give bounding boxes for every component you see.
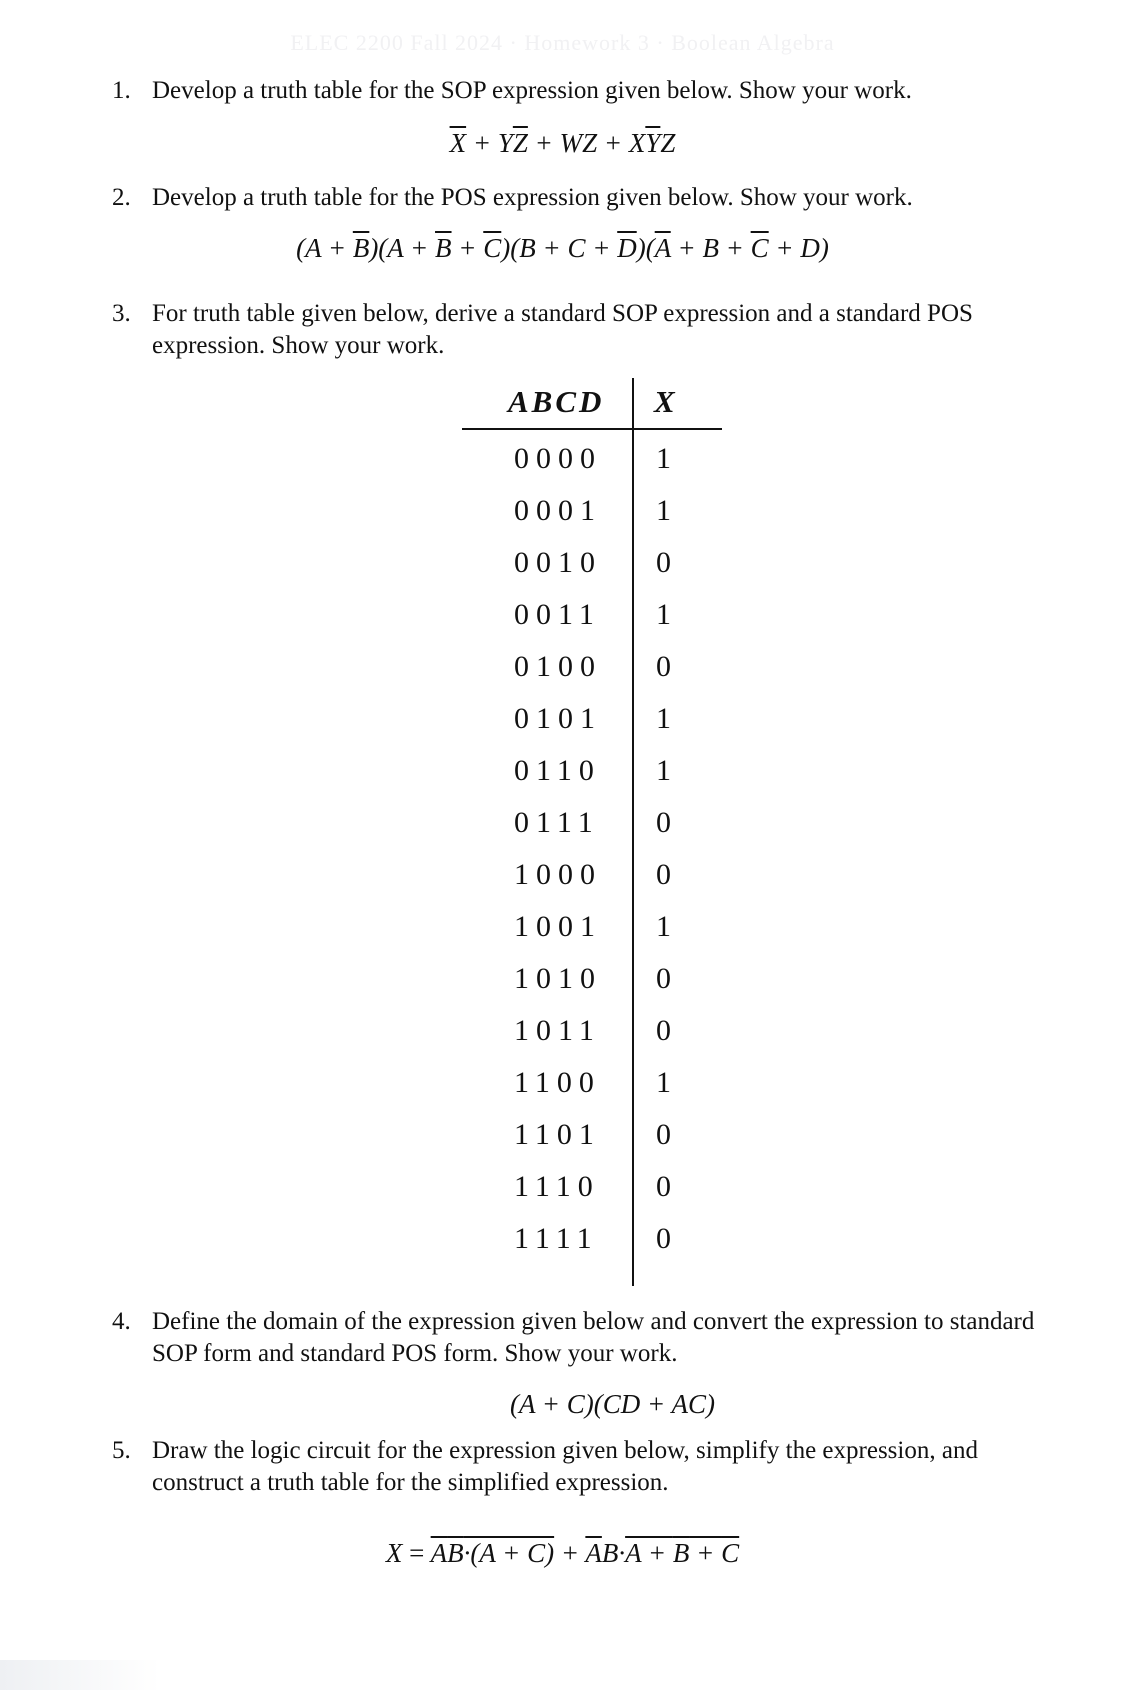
question-text: For truth table given below, derive a standard SOP expression and a standard POS expression. Show your work. xyxy=(152,300,973,359)
table-row xyxy=(462,858,722,910)
truth-table xyxy=(462,378,722,1286)
table-row xyxy=(462,910,722,962)
table-row xyxy=(462,494,722,546)
row-inputs: 0100 xyxy=(514,650,602,683)
row-output: 1 xyxy=(656,910,671,943)
question-5 xyxy=(112,1435,1062,1499)
table-row xyxy=(462,546,722,598)
row-output: 1 xyxy=(656,598,671,631)
table-row xyxy=(462,1170,722,1222)
row-inputs: 0110 xyxy=(514,754,601,787)
truth-table-header-inputs: ABCD xyxy=(508,384,605,419)
truth-table-header-output: X xyxy=(654,384,675,419)
equation-q5: $X = AB\cdot(A + C) + \overline{A}B\cdot A + B + C$ xyxy=(385,1538,740,1568)
question-number: 1. xyxy=(112,77,131,104)
equation-q4: (A + C)(CD + AC) xyxy=(510,1389,715,1419)
row-output: 0 xyxy=(656,1118,671,1151)
row-output: 0 xyxy=(656,1170,671,1203)
row-inputs: 1100 xyxy=(514,1066,601,1099)
equation-q2: $(A + \overline{B})(A + \overline{B} + \overline{C})(B + C + \overline{D})(\overline{A} + B + \overline{C} + D)$ xyxy=(296,233,829,263)
question-4 xyxy=(112,1306,1062,1370)
table-row xyxy=(462,1118,722,1170)
faded-header: ELEC 2200 Fall 2024 · Homework 3 · Boolean Algebra xyxy=(290,30,835,55)
row-inputs: 0111 xyxy=(514,806,600,839)
row-inputs: 1111 xyxy=(514,1222,599,1255)
row-inputs: 0001 xyxy=(514,494,602,527)
table-row xyxy=(462,962,722,1014)
row-inputs: 0010 xyxy=(514,546,602,579)
row-output: 0 xyxy=(656,1014,671,1047)
row-output: 1 xyxy=(656,494,671,527)
row-inputs: 0000 xyxy=(514,442,602,475)
row-output: 0 xyxy=(656,546,671,579)
row-inputs: 1011 xyxy=(514,1014,601,1047)
table-row xyxy=(462,598,722,650)
row-output: 0 xyxy=(656,962,671,995)
row-inputs: 1001 xyxy=(514,910,602,943)
question-2 xyxy=(112,182,1062,214)
table-row xyxy=(462,702,722,754)
table-row xyxy=(462,754,722,806)
row-inputs: 1101 xyxy=(514,1118,601,1151)
row-inputs: 1010 xyxy=(514,962,602,995)
question-text: Draw the logic circuit for the expression given below, simplify the expression, and construct a truth table for the simplified expression. xyxy=(152,1437,978,1496)
table-row xyxy=(462,1066,722,1118)
row-inputs: 0101 xyxy=(514,702,602,735)
question-1 xyxy=(112,75,1062,107)
row-inputs: 1000 xyxy=(514,858,602,891)
question-number: 2. xyxy=(112,184,131,211)
question-text: Develop a truth table for the POS expression given below. Show your work. xyxy=(152,184,913,211)
question-number: 3. xyxy=(112,300,131,327)
question-number: 4. xyxy=(112,1308,131,1335)
row-output: 1 xyxy=(656,754,671,787)
table-row xyxy=(462,1222,722,1274)
question-3 xyxy=(112,298,1062,362)
table-horizontal-rule xyxy=(462,428,722,430)
table-row xyxy=(462,806,722,858)
row-output: 0 xyxy=(656,650,671,683)
row-inputs: 0011 xyxy=(514,598,601,631)
question-text: Develop a truth table for the SOP expression given below. Show your work. xyxy=(152,77,912,104)
row-output: 0 xyxy=(656,858,671,891)
table-row xyxy=(462,442,722,494)
question-number: 5. xyxy=(112,1437,131,1464)
table-row xyxy=(462,650,722,702)
row-inputs: 1110 xyxy=(514,1170,600,1203)
table-row xyxy=(462,1014,722,1066)
equation-q1: $\overline{X} + Y\overline{Z}$ + WZ + $X\overline{Y}Z$ xyxy=(449,128,676,158)
row-output: 1 xyxy=(656,442,671,475)
row-output: 0 xyxy=(656,1222,671,1255)
row-output: 1 xyxy=(656,702,671,735)
row-output: 1 xyxy=(656,1066,671,1099)
question-text: Define the domain of the expression given below and convert the expression to standard SOP form and standard POS form. Show your work. xyxy=(152,1308,1035,1367)
page-edge-shadow xyxy=(0,1660,160,1690)
row-output: 0 xyxy=(656,806,671,839)
